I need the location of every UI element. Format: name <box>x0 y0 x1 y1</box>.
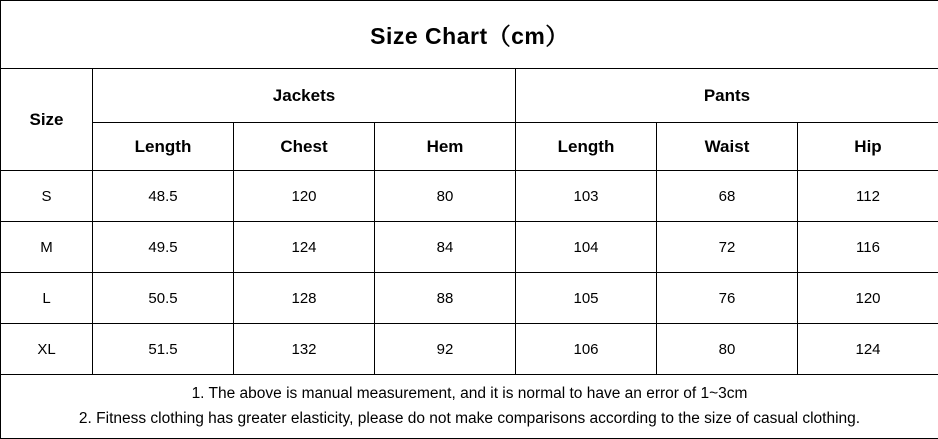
column-header-pants-hip: Hip <box>798 123 938 171</box>
table-row-m <box>1 222 938 273</box>
cell-value: 80 <box>657 324 798 375</box>
cell-value: 128 <box>234 273 375 324</box>
size-label: L <box>1 273 93 324</box>
note-line-1: 1. The above is manual measurement, and it is normal to have an error of 1~3cm <box>1 382 938 406</box>
cell-value: 68 <box>657 171 798 222</box>
cell-value: 80 <box>375 171 516 222</box>
cell-value: 48.5 <box>93 171 234 222</box>
column-header-jackets-chest: Chest <box>234 123 375 171</box>
cell-value: 84 <box>375 222 516 273</box>
title-row <box>1 1 938 69</box>
column-header-jackets-hem: Hem <box>375 123 516 171</box>
cell-value: 104 <box>516 222 657 273</box>
cell-value: 124 <box>798 324 938 375</box>
cell-value: 105 <box>516 273 657 324</box>
cell-value: 132 <box>234 324 375 375</box>
cell-value: 50.5 <box>93 273 234 324</box>
cell-value: 124 <box>234 222 375 273</box>
page-title: Size Chart（cm） <box>1 1 938 69</box>
table-row-s <box>1 171 938 222</box>
cell-value: 51.5 <box>93 324 234 375</box>
cell-value: 49.5 <box>93 222 234 273</box>
table-row-xl <box>1 324 938 375</box>
note-line-2: 2. Fitness clothing has greater elasticity, please do not make comparisons according to the size of casual clothing. <box>1 407 938 431</box>
cell-value: 120 <box>234 171 375 222</box>
cell-value: 88 <box>375 273 516 324</box>
cell-value: 112 <box>798 171 938 222</box>
cell-value: 92 <box>375 324 516 375</box>
cell-value: 116 <box>798 222 938 273</box>
cell-value: 106 <box>516 324 657 375</box>
sub-header-row <box>1 123 938 171</box>
size-label: M <box>1 222 93 273</box>
cell-value: 72 <box>657 222 798 273</box>
column-header-jackets-length: Length <box>93 123 234 171</box>
column-header-pants-length: Length <box>516 123 657 171</box>
cell-value: 103 <box>516 171 657 222</box>
column-header-pants-waist: Waist <box>657 123 798 171</box>
size-label: XL <box>1 324 93 375</box>
column-header-size: Size <box>1 69 93 171</box>
cell-value: 76 <box>657 273 798 324</box>
group-header-row <box>1 69 938 123</box>
group-header-pants: Pants <box>516 69 938 123</box>
table-row-l <box>1 273 938 324</box>
cell-value: 120 <box>798 273 938 324</box>
notes-row <box>1 375 938 439</box>
group-header-jackets: Jackets <box>93 69 516 123</box>
size-label: S <box>1 171 93 222</box>
footnotes <box>1 375 938 439</box>
